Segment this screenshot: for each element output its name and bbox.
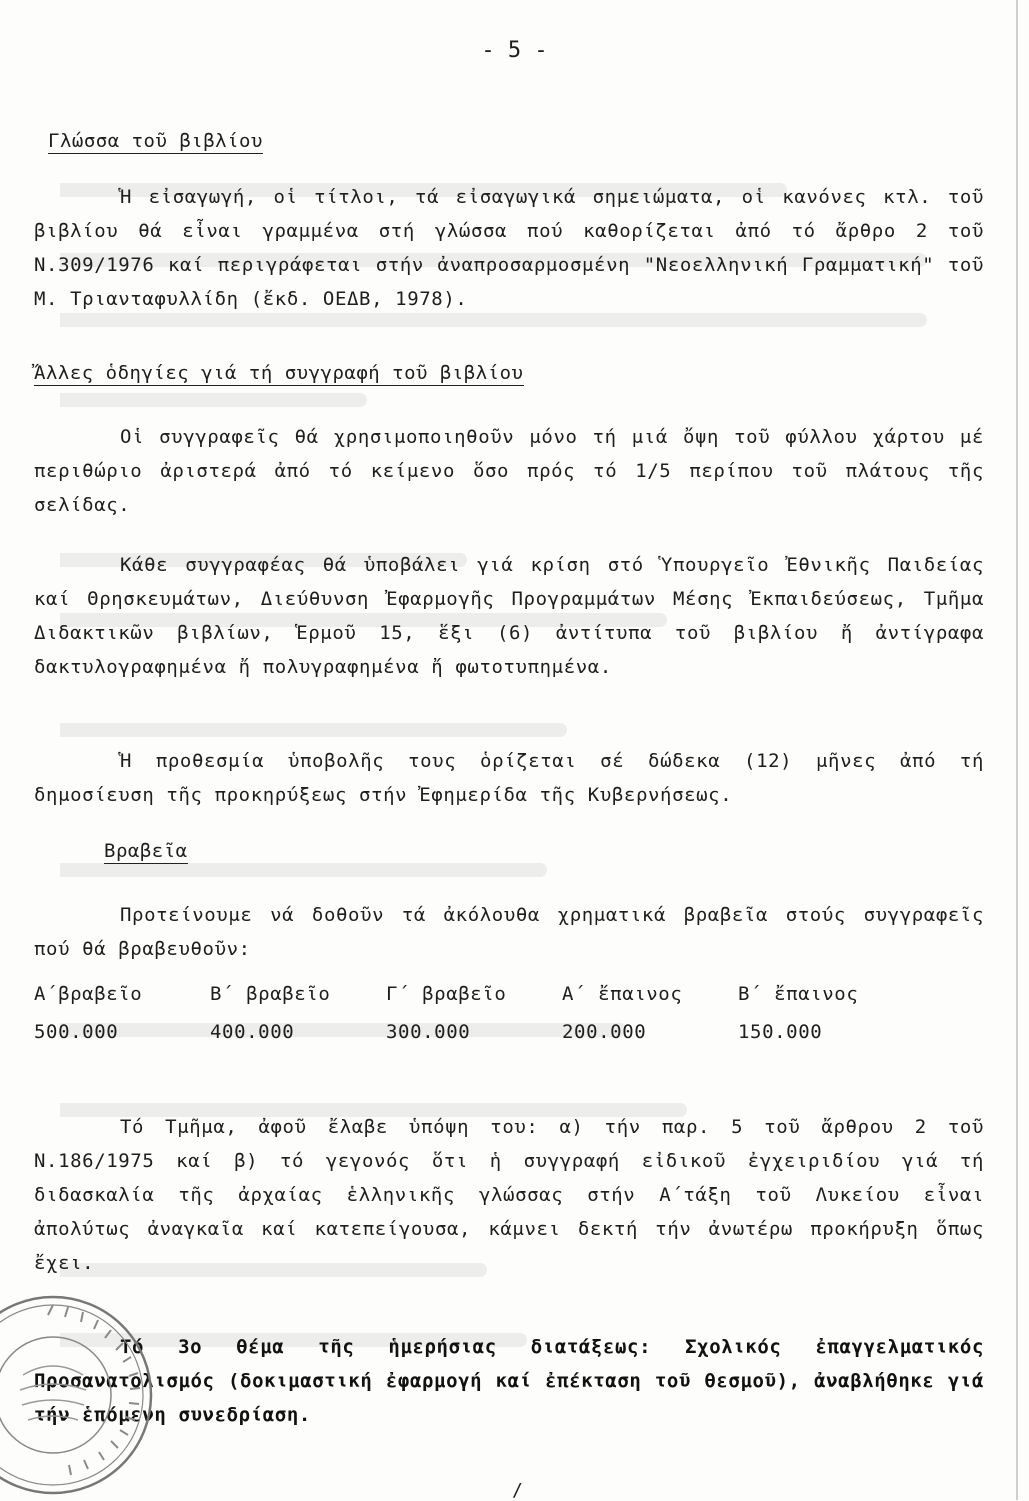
section-heading-prizes: Βραβεῖα	[104, 840, 188, 862]
paragraph-instructions-2: Κάθε συγγραφέας θά ὑποβάλει γιά κρίση στό Ὑπουργεῖο Ἐθνικῆς Παιδείας καί Θρησκευμάτων, Διεύθυνση Ἐφαρμογῆς Προγραμμάτων Μέσης Ἐκπαιδεύσεως, Τμῆμα Διδακτικῶν βιβλίων, Ἑρμοῦ 15, ἕξι (6) ἀντίτυπα τοῦ βιβλίου ἤ ἀντίγραφα δακτυλογραφημένα ἤ πολυγραφημένα ἤ φωτοτυπημένα.	[34, 554, 984, 678]
prize-amount: 400.000	[210, 1021, 295, 1043]
paragraph-prizes-intro: Προτείνουμε νά δοθοῦν τά ἀκόλουθα χρηματικά βραβεῖα στούς συγγραφεῖς πού θά βραβευθοῦν:	[34, 904, 984, 960]
prize-label: Β΄ βραβεῖο	[210, 983, 331, 1005]
prize-label: Β΄ ἔπαινος	[738, 983, 859, 1005]
prize-table	[34, 975, 914, 1051]
prize-amount: 300.000	[386, 1021, 471, 1043]
handwritten-mark: /	[512, 1480, 523, 1501]
paragraph-agenda-note: Τό 3ο θέμα τῆς ἡμερήσιας διατάξεως: Σχολικός ἐπαγγελματικός Προσανατολισμός (δοκιμαστική ἐφαρμογή καί ἐπέκταση τοῦ θεσμοῦ), ἀναβλήθηκε γιά τήν ἑπόμενη συνεδρίαση.	[34, 1336, 984, 1426]
section-heading-language: Γλώσσα τοῦ βιβλίου	[48, 130, 263, 152]
paragraph-language: Ἡ εἰσαγωγή, οἱ τίτλοι, τά εἰσαγωγικά σημειώματα, οἱ κανόνες κτλ. τοῦ βιβλίου θά εἶναι γραμμένα στή γλώσσα πού καθορίζεται ἀπό τό ἄρθρο 2 τοῦ Ν.309/1976 καί περιγράφεται στήν ἀναπροσαρμοσμένη "Νεοελληνική Γραμματική" τοῦ Μ. Τριανταφυλλίδη (ἔκδ. ΟΕΔΒ, 1978).	[34, 186, 984, 310]
paragraph-instructions-3: Ἡ προθεσμία ὑποβολῆς τους ὁρίζεται σέ δώδεκα (12) μῆνες ἀπό τή δημοσίευση τῆς προκηρύξεως στήν Ἐφημερίδα τῆς Κυβερνήσεως.	[34, 750, 984, 806]
section-heading-instructions: Ἄλλες ὁδηγίες γιά τή συγγραφή τοῦ βιβλίου	[34, 362, 524, 384]
prize-labels-row	[34, 975, 914, 1013]
official-stamp-seal	[0, 1290, 158, 1500]
prize-amount: 200.000	[562, 1021, 647, 1043]
prize-amount: 500.000	[34, 1021, 119, 1043]
prize-amounts-row	[34, 1013, 914, 1051]
scan-edge-line	[1016, 0, 1018, 1500]
paragraph-decision: Τό Τμῆμα, ἀφοῦ ἔλαβε ὑπόψη του: α) τήν παρ. 5 τοῦ ἄρθρου 2 τοῦ Ν.186/1975 καί β) τό γεγονός ὅτι ἡ συγγραφή εἰδικοῦ ἐγχειριδίου γιά τή διδασκαλία τῆς ἀρχαίας ἑλληνικῆς γλώσσας στήν Α΄τάξη τοῦ Λυκείου εἶναι ἀπολύτως ἀναγκαῖα καί κατεπείγουσα, κάμνει δεκτή τήν ἀνωτέρω προκήρυξη ὅπως ἔχει.	[34, 1116, 984, 1274]
prize-label: Γ΄ βραβεῖο	[386, 983, 507, 1005]
prize-label: Α΄βραβεῖο	[34, 983, 143, 1005]
prize-amount: 150.000	[738, 1021, 823, 1043]
paragraph-instructions-1: Οἱ συγγραφεῖς θά χρησιμοποιηθοῦν μόνο τή μιά ὄψη τοῦ φύλλου χάρτου μέ περιθώριο ἀριστερά ἀπό τό κείμενο ὅσο πρός τό 1/5 περίπου τοῦ πλάτους τῆς σελίδας.	[34, 426, 984, 516]
prize-label: Α΄ ἔπαινος	[562, 983, 683, 1005]
page-number: - 5 -	[481, 38, 548, 63]
